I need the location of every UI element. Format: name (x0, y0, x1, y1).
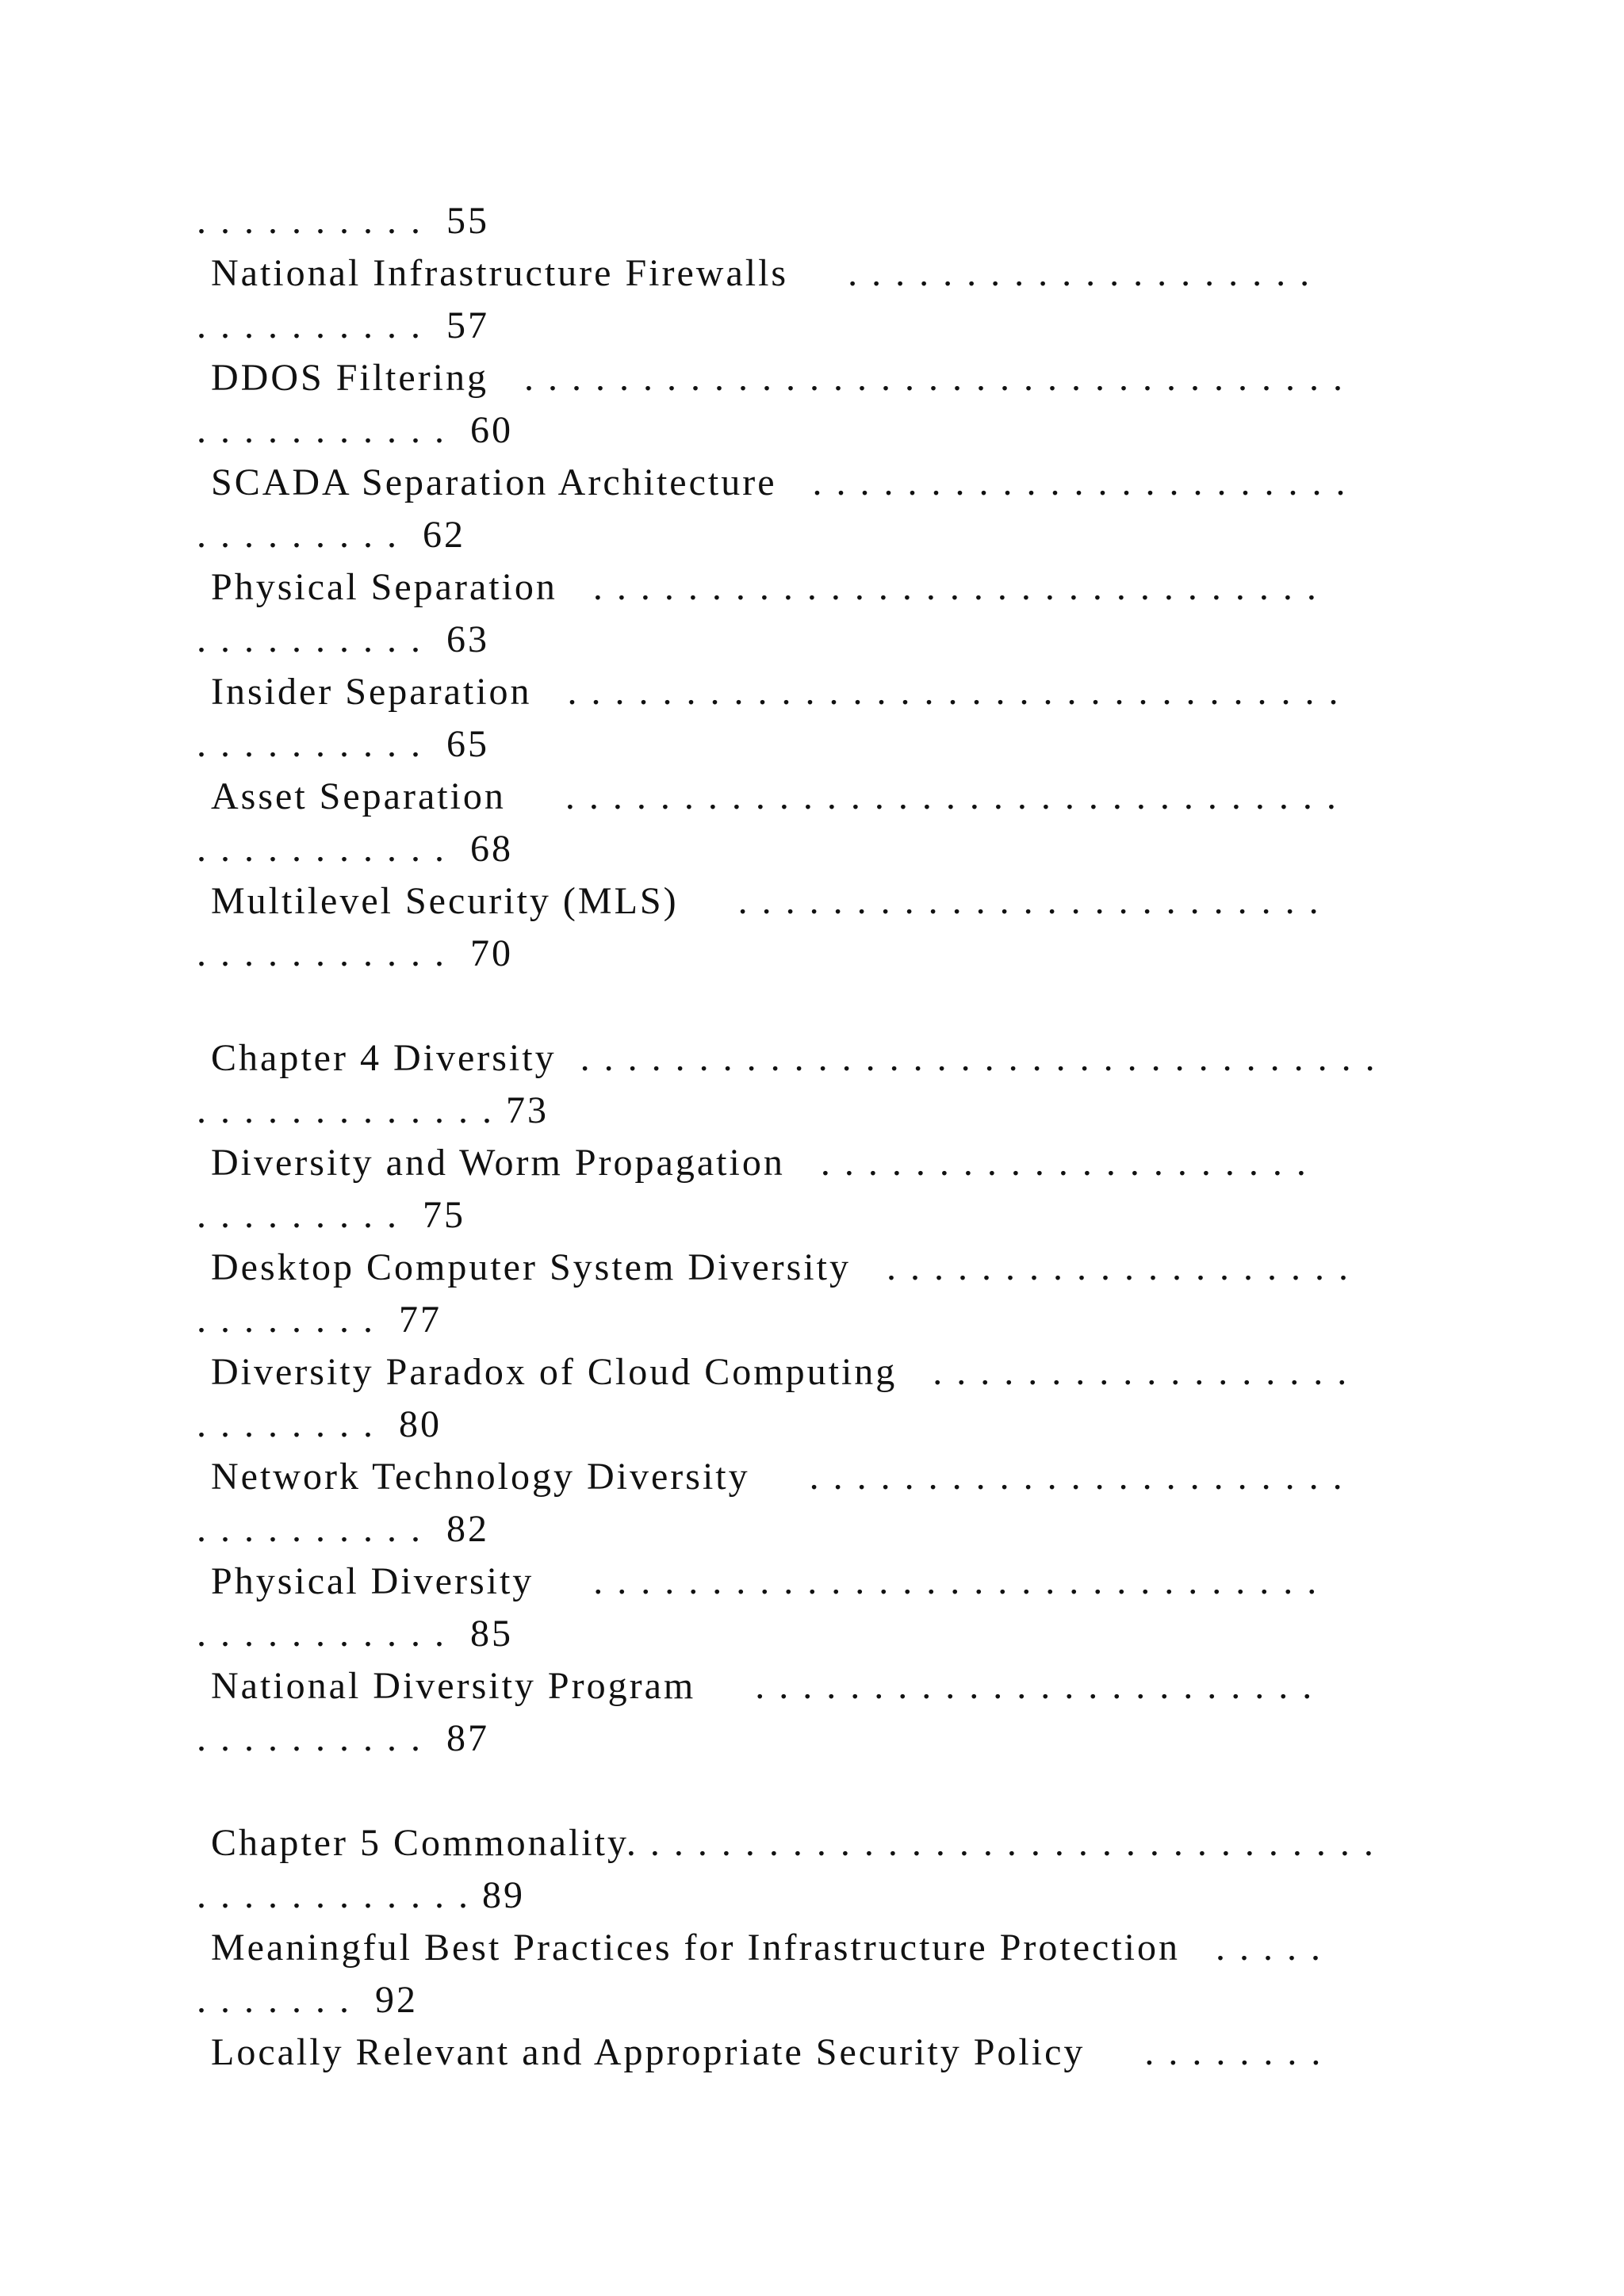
toc-line: Insider Separation . . . . . . . . . . . . . . . . . . . . . . . . . . . . . . . . . (211, 671, 1341, 713)
toc-line: . . . . . . . . . . . . 89 (197, 1874, 525, 1916)
toc-line: . . . . . . . . . . 87 (197, 1717, 489, 1759)
toc-line: Physical Separation . . . . . . . . . . . . . . . . . . . . . . . . . . . . . . . (211, 566, 1319, 608)
toc-line: Diversity and Worm Propagation . . . . . . . . . . . . . . . . . . . . . (211, 1142, 1308, 1184)
toc-line: . . . . . . . . . . 82 (197, 1508, 489, 1550)
toc-line: . . . . . . . . . 75 (197, 1194, 465, 1236)
toc-line: . . . . . . . . . 62 (197, 514, 465, 556)
toc-line: . . . . . . . . . . 57 (197, 304, 489, 346)
toc-line: SCADA Separation Architecture . . . . . . . . . . . . . . . . . . . . . . . (211, 461, 1348, 503)
toc-line: DDOS Filtering . . . . . . . . . . . . . . . . . . . . . . . . . . . . . . . . . . . (211, 357, 1346, 399)
toc-chapter-line: Chapter 4 Diversity . . . . . . . . . . . . . . . . . . . . . . . . . . . . . . . . . . (211, 1037, 1377, 1079)
toc-line: . . . . . . . . . . . 85 (197, 1613, 513, 1655)
toc-line: Network Technology Diversity . . . . . . . . . . . . . . . . . . . . . . . (211, 1456, 1345, 1498)
toc-line: . . . . . . . . . . . . . 73 (197, 1089, 549, 1131)
toc-chapter-line: Chapter 5 Commonality. . . . . . . . . . . . . . . . . . . . . . . . . . . . . . . . (211, 1822, 1376, 1864)
toc-line: . . . . . . . . . . 63 (197, 618, 489, 660)
toc-line: Meaningful Best Practices for Infrastructure Protection . . . . . (211, 1927, 1323, 1969)
toc-line: Desktop Computer System Diversity . . . . . . . . . . . . . . . . . . . . (211, 1246, 1350, 1288)
table-of-contents (197, 195, 1434, 2079)
toc-line: . . . . . . . . 80 (197, 1403, 442, 1445)
toc-line: . . . . . . . 92 (197, 1979, 418, 2021)
toc-line: . . . . . . . . . . . 68 (197, 828, 513, 870)
blank-line (197, 980, 1434, 1032)
toc-line: Physical Diversity . . . . . . . . . . . . . . . . . . . . . . . . . . . . . . . (211, 1560, 1320, 1602)
toc-line: National Diversity Program . . . . . . . . . . . . . . . . . . . . . . . . (211, 1665, 1315, 1707)
toc-line: Asset Separation . . . . . . . . . . . . . . . . . . . . . . . . . . . . . . . . . (211, 775, 1339, 817)
toc-line: National Infrastructure Firewalls . . . . . . . . . . . . . . . . . . . . (211, 252, 1312, 294)
toc-line: . . . . . . . . . . 65 (197, 723, 489, 765)
toc-line: . . . . . . . . . . 55 (197, 200, 489, 242)
toc-line: . . . . . . . . . . . 60 (197, 409, 513, 451)
toc-line: . . . . . . . . . . . 70 (197, 932, 513, 974)
toc-line: Diversity Paradox of Cloud Computing . . . . . . . . . . . . . . . . . . (211, 1351, 1350, 1393)
blank-line (197, 1765, 1434, 1817)
toc-line: . . . . . . . . 77 (197, 1299, 442, 1341)
toc-line: Locally Relevant and Appropriate Security Policy . . . . . . . . (211, 2031, 1323, 2073)
toc-line: Multilevel Security (MLS) . . . . . . . . . . . . . . . . . . . . . . . . . (211, 880, 1321, 922)
